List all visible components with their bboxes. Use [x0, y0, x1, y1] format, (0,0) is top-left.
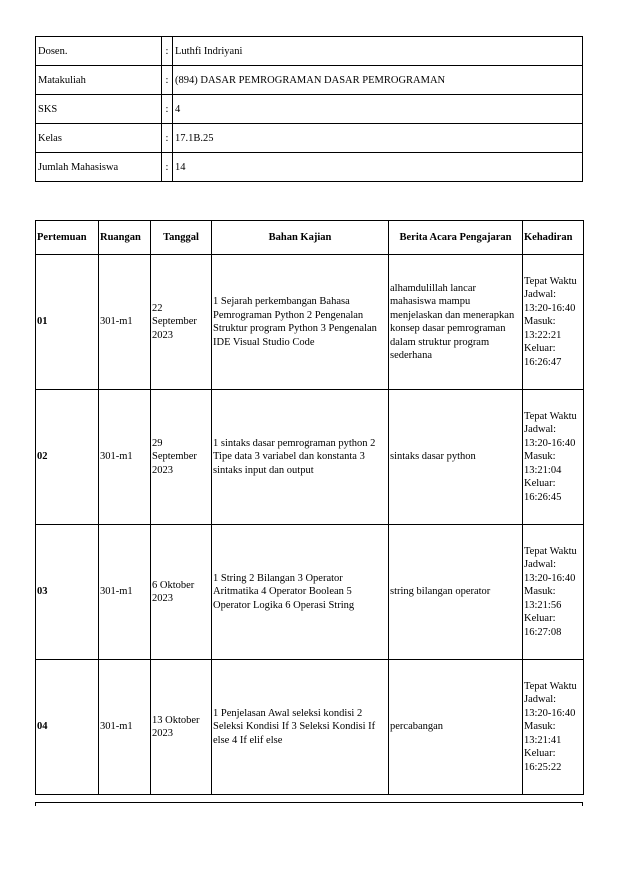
- room: 301-m1: [99, 660, 151, 795]
- material: 1 Penjelasan Awal seleksi kondisi 2 Seleksi Kondisi If 3 Seleksi Kondisi If else 4 If elif else: [212, 660, 389, 795]
- info-separator: :: [162, 95, 173, 124]
- material: 1 String 2 Bilangan 3 Operator Aritmatika 4 Operator Boolean 5 Operator Logika 6 Operasi String: [212, 525, 389, 660]
- header-material: Bahan Kajian: [212, 221, 389, 255]
- info-label: Jumlah Mahasiswa: [36, 153, 162, 182]
- info-row-credits: [36, 95, 583, 124]
- info-separator: :: [162, 153, 173, 182]
- info-row-course: [36, 66, 583, 95]
- room: 301-m1: [99, 255, 151, 390]
- header-presence: Kehadiran: [523, 221, 584, 255]
- teaching-minutes: alhamdulillah lancar mahasiswa mampu menjelaskan dan menerapkan konsep dasar pemrograman dalam struktur program sederhana: [389, 255, 523, 390]
- table-row: [36, 255, 584, 390]
- info-value-class: 17.1B.25: [173, 124, 583, 153]
- date: 6 Oktober 2023: [151, 525, 212, 660]
- info-label: SKS: [36, 95, 162, 124]
- info-row-class: [36, 124, 583, 153]
- meeting-number: 02: [36, 390, 99, 525]
- info-label: Kelas: [36, 124, 162, 153]
- meeting-number: 01: [36, 255, 99, 390]
- material: 1 sintaks dasar pemrograman python 2 Tipe data 3 variabel dan konstanta 3 sintaks input dan output: [212, 390, 389, 525]
- meeting-number: 03: [36, 525, 99, 660]
- header-meeting: Pertemuan: [36, 221, 99, 255]
- info-value-lecturer: Luthfi Indriyani: [173, 37, 583, 66]
- info-value-credits: 4: [173, 95, 583, 124]
- info-separator: :: [162, 66, 173, 95]
- info-row-students: [36, 153, 583, 182]
- presence: Tepat Waktu Jadwal: 13:20-16:40 Masuk: 13:22:21 Keluar: 16:26:47: [523, 255, 584, 390]
- header-date: Tanggal: [151, 221, 212, 255]
- header-minutes: Berita Acara Pengajaran: [389, 221, 523, 255]
- header-room: Ruangan: [99, 221, 151, 255]
- attendance-table: [35, 220, 584, 795]
- teaching-minutes: sintaks dasar python: [389, 390, 523, 525]
- info-value-students: 14: [173, 153, 583, 182]
- material: 1 Sejarah perkembangan Bahasa Pemrograman Python 2 Pengenalan Struktur program Python 3 Pengenalan IDE Visual Studio Code: [212, 255, 389, 390]
- table-row: [36, 390, 584, 525]
- info-separator: :: [162, 37, 173, 66]
- info-separator: :: [162, 124, 173, 153]
- info-value-course: (894) DASAR PEMROGRAMAN DASAR PEMROGRAMAN: [173, 66, 583, 95]
- info-label: Matakuliah: [36, 66, 162, 95]
- presence: Tepat Waktu Jadwal: 13:20-16:40 Masuk: 13:21:56 Keluar: 16:27:08: [523, 525, 584, 660]
- room: 301-m1: [99, 390, 151, 525]
- room: 301-m1: [99, 525, 151, 660]
- course-info-table: [35, 36, 583, 182]
- attendance-header-row: [36, 221, 584, 255]
- table-row: [36, 525, 584, 660]
- teaching-minutes: string bilangan operator: [389, 525, 523, 660]
- teaching-minutes: percabangan: [389, 660, 523, 795]
- info-label: Dosen.: [36, 37, 162, 66]
- table-continuation-edge: [35, 802, 583, 806]
- info-row-lecturer: [36, 37, 583, 66]
- date: 22 September 2023: [151, 255, 212, 390]
- meeting-number: 04: [36, 660, 99, 795]
- date: 13 Oktober 2023: [151, 660, 212, 795]
- presence: Tepat Waktu Jadwal: 13:20-16:40 Masuk: 13:21:04 Keluar: 16:26:45: [523, 390, 584, 525]
- table-row: [36, 660, 584, 795]
- presence: Tepat Waktu Jadwal: 13:20-16:40 Masuk: 13:21:41 Keluar: 16:25:22: [523, 660, 584, 795]
- date: 29 September 2023: [151, 390, 212, 525]
